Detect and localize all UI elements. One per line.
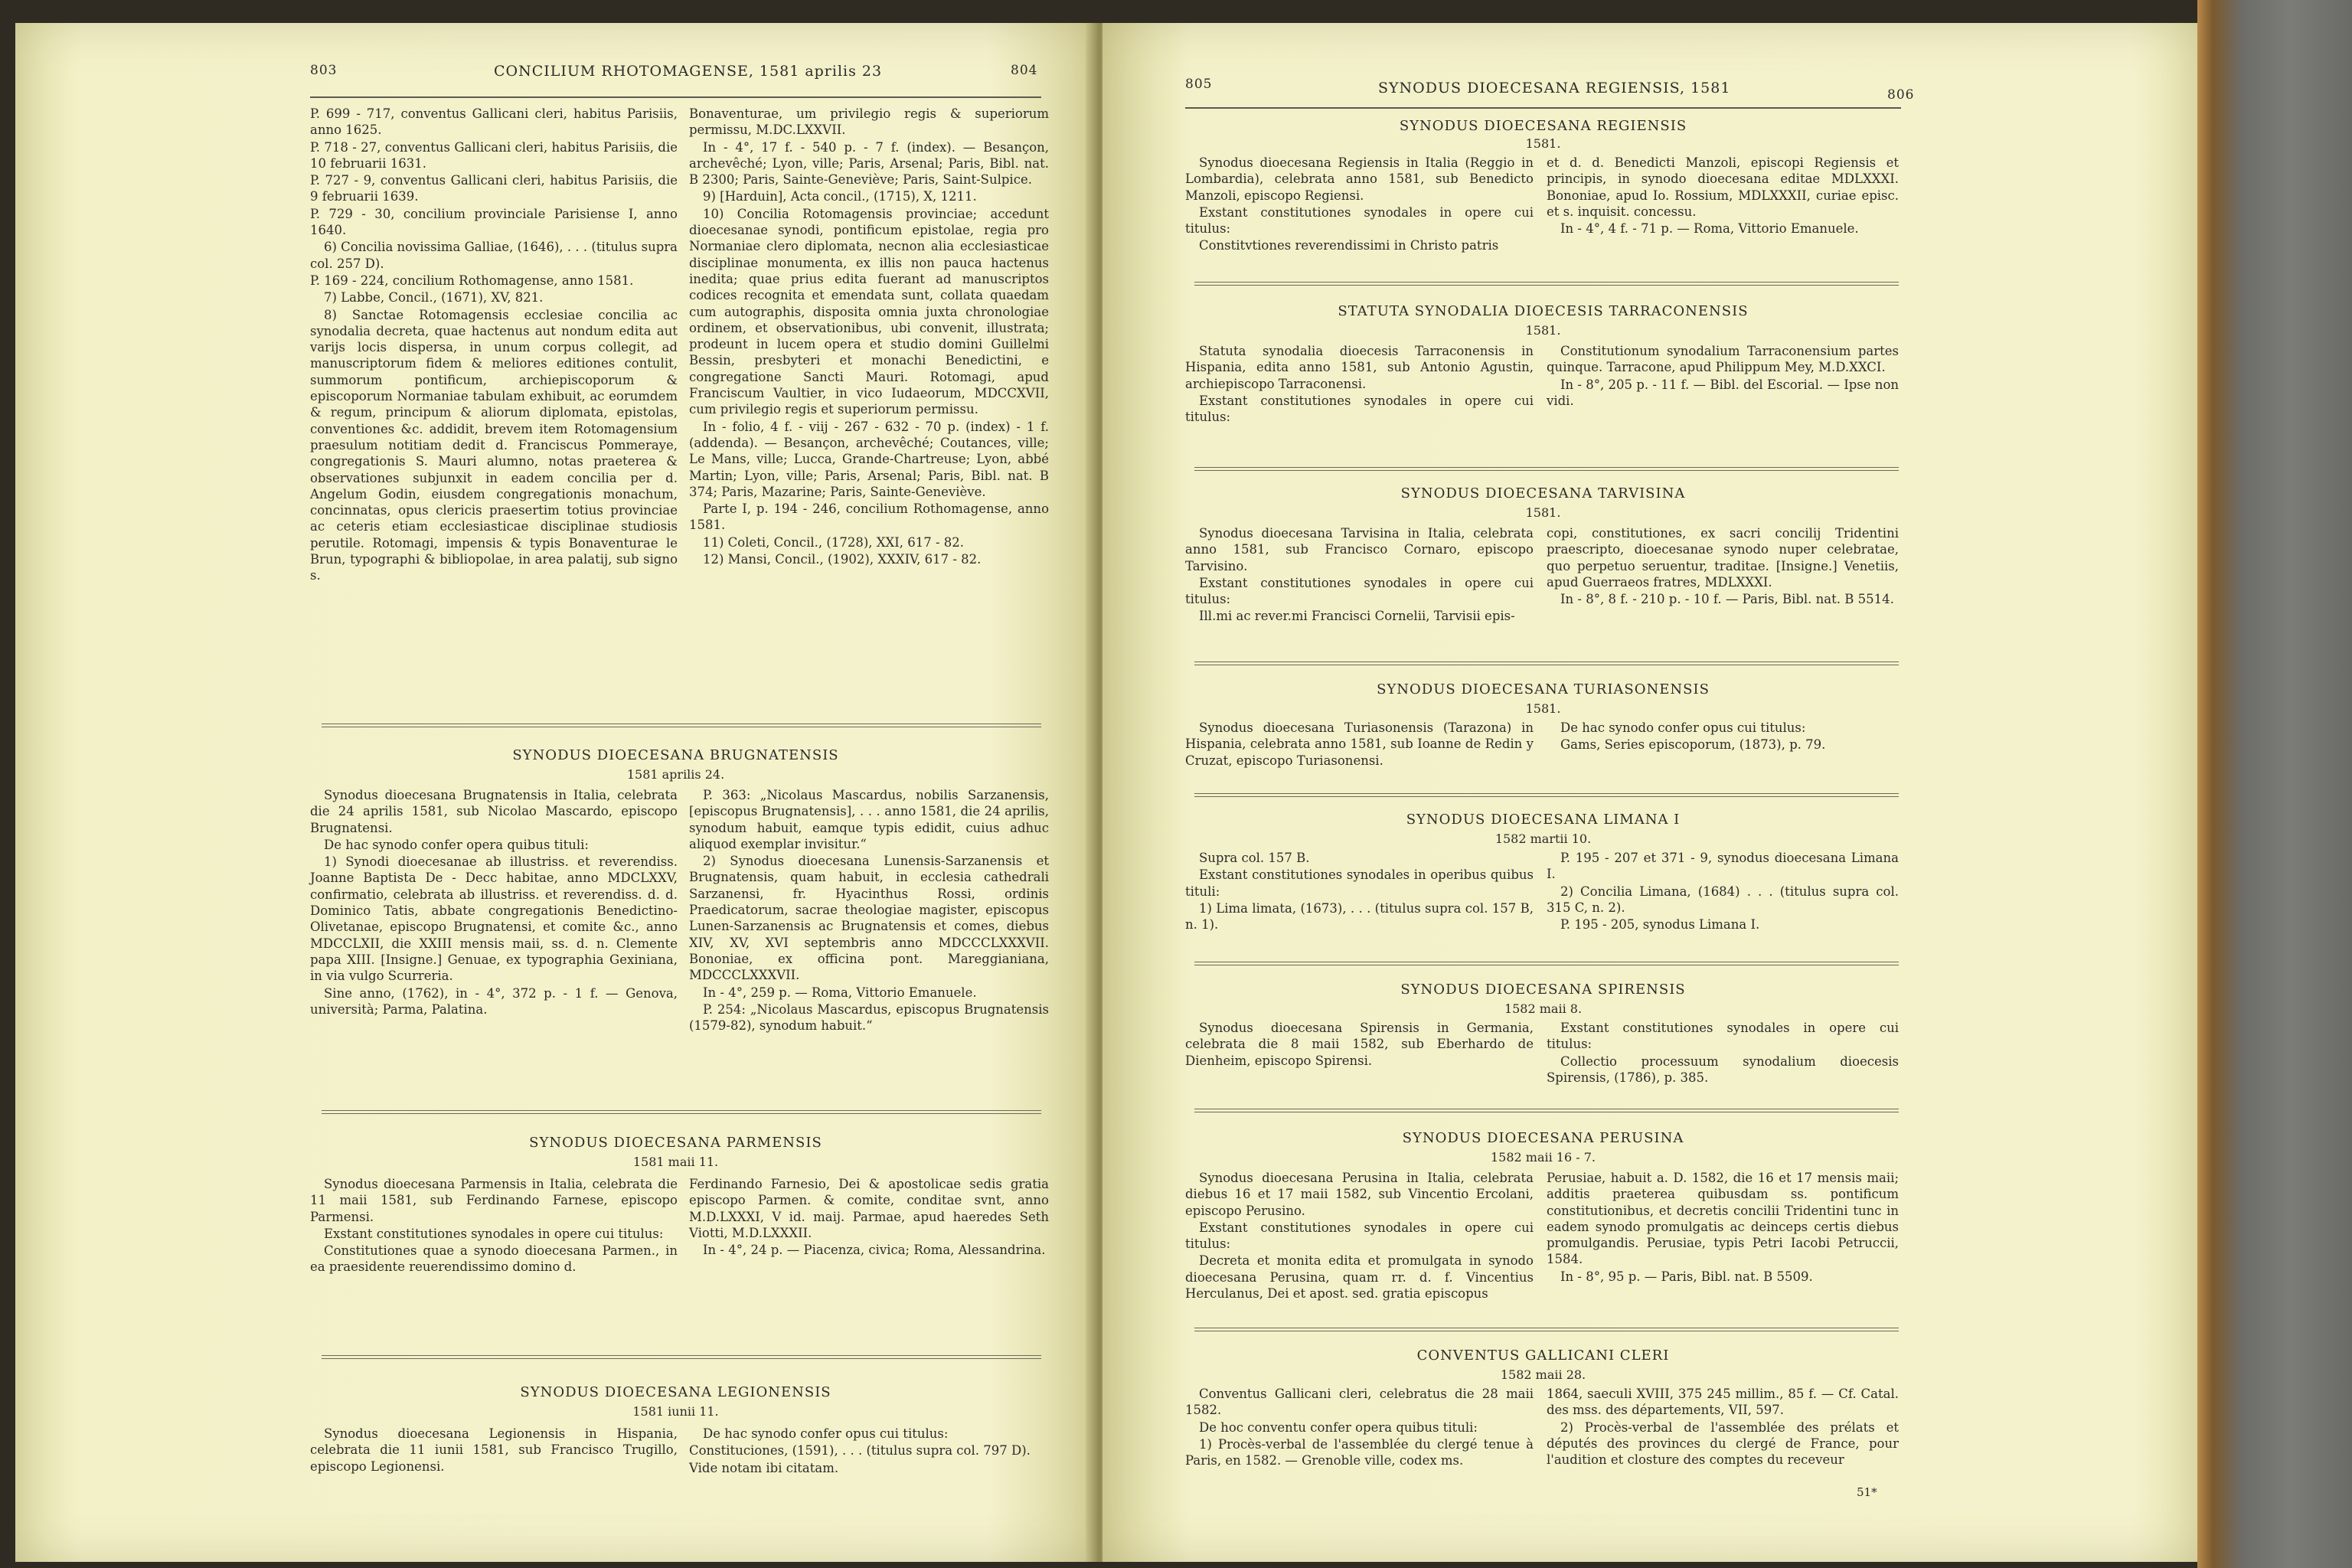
left-page [15, 23, 1096, 1562]
paragraph: Ill.mi ac rever.mi Francisci Cornelii, Tarvisii epis- [1199, 609, 1515, 624]
paragraph: Exstant constitutiones synodales in opere cui titulus: [1185, 575, 1534, 607]
paragraph: 12) Mansi, Concil., (1902), XXXIV, 617 - 82. [703, 552, 982, 567]
paragraph: P. 195 - 207 et 371 - 9, synodus dioecesana Limana I. [1547, 851, 1899, 882]
paragraph: Vide notam ibi citatam. [689, 1460, 839, 1475]
paragraph: De hoc conventu confer opera quibus tituli: [1199, 1419, 1478, 1435]
top-column-1 [310, 106, 678, 585]
page-number-right: 804 [1011, 63, 1038, 78]
legionensis-column-2 [689, 1426, 1049, 1477]
section-divider [1194, 793, 1899, 797]
paragraph: Perusiae, habuit a. D. 1582, die 16 et 17 mensis maii; additis praeterea quibusdam ss. pontificum constitutionibus, et decretis concilii Tridentini tunc in eadem synodo promulgatis ac deinceps certis diebus promulgandis. Perusiae, typis Petri Iacobi Petruccii, 1584. [1547, 1171, 1899, 1267]
paragraph: Synodus dioecesana Turiasonensis (Tarazona) in Hispania, celebrata anno 1581, sub Ioanne de Redin y Cruzat, episcopo Turiasonensi. [1185, 720, 1534, 768]
tarraconensis-column-2 [1547, 343, 1899, 410]
section-divider [1194, 1109, 1899, 1112]
section-divider [1194, 662, 1899, 665]
gallicani-column-2 [1547, 1386, 1899, 1468]
paragraph: P. 363: „Nicolaus Mascardus, nobilis Sarzanensis, [episcopus Brugnatensis], . . . anno 1581, die 24 aprilis, synodum habuit, eamque typis edidit, cuius adhuc aliquod exemplar invisitur.“ [689, 788, 1049, 851]
running-head: SYNODUS DIOECESANA REGIENSIS, 1581 [1378, 80, 1731, 96]
paragraph: Synodus dioecesana Parmensis in Italia, celebrata die 11 maii 1581, sub Ferdinando Farnese, episcopo Parmensi. [310, 1177, 678, 1224]
paragraph: et d. d. Benedicti Manzoli, episcopi Regiensis et principis, in synodo dioecesana editae MDLXXXI. Bononiae, apud Io. Rossium, MDLXXXII, curiae episc. et s. inquisit. concessu. [1547, 155, 1899, 219]
page-number-left: 805 [1185, 77, 1213, 92]
section-title-legionensis: SYNODUS DIOECESANA LEGIONENSIS [520, 1384, 831, 1400]
section-divider [1194, 962, 1899, 965]
paragraph: Conventus Gallicani cleri, celebratus die 28 maii 1582. [1185, 1387, 1534, 1418]
section-title-parmensis: SYNODUS DIOECESANA PARMENSIS [529, 1135, 822, 1151]
paragraph: 10) Concilia Rotomagensis provinciae; accedunt dioecesanae synodi, pontificum epistolae, regia pro Normaniae clero diplomata, necnon alia ecclesiasticae disciplinae monumenta, ex illis non pauca hactenus inedita; quae prius edita fuerant ad manuscriptos codices recognita et emendata sunt, collata quaedam cum autographis, disposita omnia juxta chronologiae ordinem, et observationibus, ubi convenit, illustrata; prodeunt in lucem opera et studio domini Guillelmi Bessin, presbyteri et monachi Benedictini, e congregatione Sancti Mauri. Rotomagi, apud Franciscum Vaultier, in vico Iudaeorum, MDCCXVII, cum privilegio regis et superiorum permissu. [689, 206, 1049, 417]
header-rule [1185, 107, 1901, 109]
section-title-spirensis: SYNODUS DIOECESANA SPIRENSIS [1400, 982, 1686, 998]
section-title-tarvisina: SYNODUS DIOECESANA TARVISINA [1400, 485, 1686, 501]
paragraph: P. 718 - 27, conventus Gallicani cleri, habitus Parisiis, die 10 februarii 1631. [310, 139, 678, 171]
paragraph: Exstant constitutiones synodales in opere cui titulus: [1547, 1021, 1899, 1052]
section-date: 1581 maii 11. [632, 1155, 719, 1169]
paragraph: In - 8°, 95 p. — Paris, Bibl. nat. B 5509. [1560, 1269, 1813, 1284]
paragraph: Exstant constitutiones synodales in operibus quibus tituli: [1185, 867, 1534, 899]
regiensis-column-1 [1185, 155, 1534, 255]
paragraph: Decreta et monita edita et promulgata in synodo dioecesana Perusina, quam rr. d. f. Vincentius Herculanus, Dei et apost. sed. gratia episcopus [1185, 1253, 1534, 1302]
paragraph: P. 727 - 9, conventus Gallicani cleri, habitus Parisiis, die 9 februarii 1639. [310, 173, 678, 204]
paragraph: 2) Procès-verbal de l'assemblée des prélats et députés des provinces du clergé de France, pour l'audition et closture des comptes du receveur [1547, 1419, 1899, 1468]
right-running-header [1102, 63, 2197, 103]
legionensis-column-1 [310, 1426, 678, 1475]
paragraph: De hac synodo confer opera quibus tituli: [324, 837, 589, 852]
paragraph: 7) Labbe, Concil., (1671), XV, 821. [324, 290, 544, 305]
paragraph: De hac synodo confer opus cui titulus: [1560, 720, 1806, 735]
paragraph: copi, constitutiones, ex sacri concilij Tridentini praescripto, dioecesanae synodo nuper celebratae, quo perpetuo seruentur, traditae. [Insigne.] Venetiis, apud Guerraeos fratres, MDLXXXI. [1547, 526, 1899, 590]
limana-column-1 [1185, 850, 1534, 933]
paragraph: Constituciones, (1591), . . . (titulus supra col. 797 D). [689, 1443, 1031, 1459]
paragraph: Constitvtiones reverendissimi in Christo patris [1199, 238, 1499, 253]
paragraph: Supra col. 157 B. [1199, 851, 1310, 865]
parmensis-column-2 [689, 1176, 1049, 1259]
page-number-right: 806 [1887, 87, 1915, 103]
tarvisina-column-1 [1185, 525, 1534, 626]
paragraph: In - folio, 4 f. - viij - 267 - 632 - 70 p. (index) - 1 f. (addenda). — Besançon, archevêché; Coutances, ville; Le Mans, ville; Lucca, Grande-Chartreuse; Lyon, abbé Martin; Lyon, ville; Paris, Arsenal; Paris, Bibl. nat. B 374; Paris, Mazarine; Paris, Sainte-Geneviève. [689, 419, 1049, 499]
paragraph: Constitutionum synodalium Tarraconensium partes quinque. Tarracone, apud Philippum Mey, M.D.XXCI. [1547, 344, 1899, 375]
paragraph: 1) Procès-verbal de l'assemblée du clergé tenue à Paris, en 1582. — Grenoble ville, codex ms. [1185, 1436, 1534, 1468]
paragraph: Synodus dioecesana Tarvisina in Italia, celebrata anno 1581, sub Francisco Cornaro, episcopo Tarvisino. [1185, 526, 1534, 573]
signature-mark: 51* [1857, 1485, 1877, 1499]
section-date: 1581 iunii 11. [632, 1404, 719, 1419]
paragraph: Sine anno, (1762), in - 4°, 372 p. - 1 f. — Genova, università; Parma, Palatina. [310, 985, 678, 1017]
paragraph: Exstant constitutiones synodales in opere cui titulus: [1185, 204, 1534, 237]
section-title-gallicani: CONVENTUS GALLICANI CLERI [1416, 1348, 1670, 1364]
paragraph: In - 4°, 24 p. — Piacenza, civica; Roma, Alessandrina. [703, 1243, 1046, 1258]
paragraph: Synodus dioecesana Legionensis in Hispania, celebrata die 11 iunii 1581, sub Francisco Trugillo, episcopo Legionensi. [310, 1426, 678, 1474]
paragraph: Constitutiones quae a synodo dioecesana Parmen., in ea praesidente reuerendissimo domino d. [310, 1243, 678, 1275]
turiasonensis-column-2 [1547, 720, 1899, 754]
paragraph: De hac synodo confer opus cui titulus: [703, 1426, 949, 1441]
paragraph: 1864, saeculi XVIII, 375 245 millim., 85 f. — Cf. Catal. des mss. des départements, VII, 597. [1547, 1387, 1899, 1418]
brugnatensis-column-1 [310, 787, 678, 1018]
paragraph: P. 699 - 717, conventus Gallicani cleri, habitus Parisiis, anno 1625. [310, 106, 678, 138]
paragraph: 6) Concilia novissima Galliae, (1646), . . . (titulus supra col. 257 D). [310, 240, 678, 271]
paragraph: Ferdinando Farnesio, Dei & apostolicae sedis gratia episcopo Parmen. & comite, conditae svnt, anno M.D.LXXXI, V id. maij. Parmae, apud haeredes Seth Viotti, M.D.LXXXII. [689, 1177, 1049, 1240]
section-title-brugnatensis: SYNODUS DIOECESANA BRUGNATENSIS [512, 747, 839, 763]
book-edge [2197, 0, 2352, 1568]
paragraph: 11) Coleti, Concil., (1728), XXI, 617 - 82. [703, 534, 965, 550]
section-divider [322, 1355, 1041, 1359]
gallicani-column-1 [1185, 1386, 1534, 1469]
section-divider [322, 1110, 1041, 1114]
paragraph: P. 254: „Nicolaus Mascardus, episcopus Brugnatensis (1579-82), synodum habuit.“ [689, 1001, 1049, 1034]
paragraph: Synodus dioecesana Regiensis in Italia (Reggio in Lombardia), celebrata anno 1581, sub Benedicto Manzoli, episcopo Regiensi. [1185, 155, 1534, 203]
section-divider [322, 724, 1041, 727]
top-column-2 [689, 106, 1049, 568]
tarraconensis-column-1 [1185, 343, 1534, 426]
section-divider [1194, 282, 1899, 286]
section-date: 1581. [1525, 136, 1561, 151]
perusina-column-1 [1185, 1170, 1534, 1302]
section-date: 1582 martii 10. [1494, 831, 1592, 846]
paragraph: 2) Synodus dioecesana Lunensis-Sarzanensis et Brugnatensis, quam habuit, in ecclesia cathedrali Sarzanensi, fr. Hyacinthus Rossi, ordinis Praedicatorum, sacrae theologiae magister, episcopus Lunen-Sarzanensis ac Brugnatensis et comes, diebus XIV, XV, XVI septembris anno MDCCCLXXXVII. Bononiae, ex officina pont. Mareggianiana, MDCCCLXXXVII. [689, 854, 1049, 983]
right-page [1102, 23, 2197, 1562]
paragraph: P. 729 - 30, concilium provinciale Parisiense I, anno 1640. [310, 206, 678, 238]
paragraph: Exstant constitutiones synodales in opere cui titulus: [1185, 1220, 1534, 1252]
paragraph: 8) Sanctae Rotomagensis ecclesiae concilia ac synodalia decreta, quae hactenus aut nondum edita aut varijs locis dispersa, in unum corpus collegit, ad manuscriptorum fidem & meliores editiones contulit, summorum pontificum, archiepiscoporum & episcoporum Normaniae tabulam exhibuit, ac eorumdem & regum, principum & aliorum diplomata, epistolas, conventiones &c. addidit, brevem item Rotomagensium praesulum notitiam dedit d. Franciscus Pommeraye, congregationis S. Mauri alumno, notas praeterea & observationes subjunxit in eadem concilia per d. Angelum Godin, eiusdem congregationis monachum, concinnatas, opus clericis praesertim totius provinciae ac ceteris etiam ecclesiasticae disciplinae studiosis perutile. Rotomagi, impensis & typis Bonaventurae le Brun, typographi & bibliopolae, in area palatij, sub signo s. [310, 307, 678, 583]
limana-column-2 [1547, 850, 1899, 933]
paragraph: P. 169 - 224, concilium Rothomagense, anno 1581. [310, 273, 634, 288]
paragraph: Synodus dioecesana Brugnatensis in Italia, celebrata die 24 aprilis 1581, sub Nicolao Mascardo, episcopo Brugnatensi. [310, 788, 678, 835]
brugnatensis-column-2 [689, 787, 1049, 1034]
section-title-perusina: SYNODUS DIOECESANA PERUSINA [1402, 1130, 1684, 1146]
paragraph: Parte I, p. 194 - 246, concilium Rothomagense, anno 1581. [689, 501, 1049, 533]
paragraph: In - 4°, 259 p. — Roma, Vittorio Emanuele. [703, 985, 977, 1000]
paragraph: Exstant constitutiones synodales in opere cui titulus: [1185, 393, 1534, 425]
paragraph: Bonaventurae, um privilegio regis & superiorum permissu, M.DC.LXXVII. [689, 106, 1049, 138]
paragraph: Synodus dioecesana Perusina in Italia, celebrata diebus 16 et 17 maii 1582, sub Vincentio Ercolani, episcopo Perusino. [1185, 1171, 1534, 1218]
page-number-left: 803 [310, 63, 338, 78]
turiasonensis-column-1 [1185, 720, 1534, 769]
paragraph: Gams, Series episcoporum, (1873), p. 79. [1560, 737, 1826, 753]
section-date: 1581. [1525, 323, 1561, 338]
paragraph: Collectio processuum synodalium dioecesis Spirensis, (1786), p. 385. [1547, 1054, 1899, 1085]
perusina-column-2 [1547, 1170, 1899, 1285]
section-divider [1194, 467, 1899, 471]
section-title-tarraconensis: STATUTA SYNODALIA DIOECESIS TARRACONENSIS [1338, 303, 1749, 319]
section-divider [1194, 1328, 1899, 1331]
paragraph: 2) Concilia Limana, (1684) . . . (titulus supra col. 315 C, n. 2). [1547, 884, 1899, 915]
section-date: 1581. [1525, 505, 1561, 520]
paragraph: Statuta synodalia dioecesis Tarraconensis in Hispania, edita anno 1581, sub Antonio Agustin, archiepiscopo Tarraconensi. [1185, 344, 1534, 391]
paragraph: 1) Lima limata, (1673), . . . (titulus supra col. 157 B, n. 1). [1185, 900, 1534, 933]
paragraph: 1) Synodi dioecesanae ab illustriss. et reverendiss. Joanne Baptista De - Decc habitae, anno MDCLXXV, confirmatio, celebrata ab illustriss. et reverendiss. d. d. Dominico Tatis, abbate congregationis Benedictino-Olivetanae, episcopo Brugnatensi, et comite &c., anno MDCCLXII, die XXIII mensis maii, ss. d. n. Clemente papa XIII. [Insigne.] Genuae, ex typographia Gexiniana, in via vulgo Scurreria. [310, 854, 678, 984]
header-rule [310, 96, 1041, 98]
paragraph: In - 8°, 205 p. - 11 f. — Bibl. del Escorial. — Ipse non vidi. [1547, 377, 1899, 408]
section-date: 1582 maii 28. [1500, 1367, 1586, 1382]
spirensis-column-2 [1547, 1020, 1899, 1086]
paragraph: P. 195 - 205, synodus Limana I. [1560, 917, 1760, 933]
section-title-turiasonensis: SYNODUS DIOECESANA TURIASONENSIS [1377, 681, 1710, 697]
paragraph: In - 4°, 17 f. - 540 p. - 7 f. (index). — Besançon, archevêché; Lyon, ville; Paris, Arsenal; Paris, Bibl. nat. B 2300; Paris, Sainte-Geneviève; Paris, Saint-Sulpice. [689, 139, 1049, 188]
paragraph: In - 4°, 4 f. - 71 p. — Roma, Vittorio Emanuele. [1560, 221, 1859, 237]
section-date: 1581. [1525, 701, 1561, 716]
section-date: 1582 maii 16 - 7. [1490, 1150, 1596, 1165]
section-date: 1582 maii 8. [1504, 1001, 1583, 1016]
paragraph: Exstant constitutiones synodales in opere cui titulus: [324, 1226, 664, 1241]
section-date: 1581 aprilis 24. [626, 767, 725, 782]
tarvisina-column-2 [1547, 525, 1899, 608]
paragraph: 9) [Harduin], Acta concil., (1715), X, 1211. [703, 189, 977, 204]
paragraph: Synodus dioecesana Spirensis in Germania, celebrata die 8 maii 1582, sub Eberhardo de Dienheim, episcopo Spirensi. [1185, 1021, 1534, 1068]
section-title-limana: SYNODUS DIOECESANA LIMANA I [1406, 812, 1681, 828]
left-running-header [15, 63, 1096, 93]
paragraph: In - 8°, 8 f. - 210 p. - 10 f. — Paris, Bibl. nat. B 5514. [1560, 592, 1894, 607]
section-title-regiensis: SYNODUS DIOECESANA REGIENSIS [1399, 118, 1687, 134]
regiensis-column-2 [1547, 155, 1899, 237]
spirensis-column-1 [1185, 1020, 1534, 1070]
parmensis-column-1 [310, 1176, 678, 1276]
running-head: CONCILIUM RHOTOMAGENSE, 1581 aprilis 23 [494, 63, 883, 80]
